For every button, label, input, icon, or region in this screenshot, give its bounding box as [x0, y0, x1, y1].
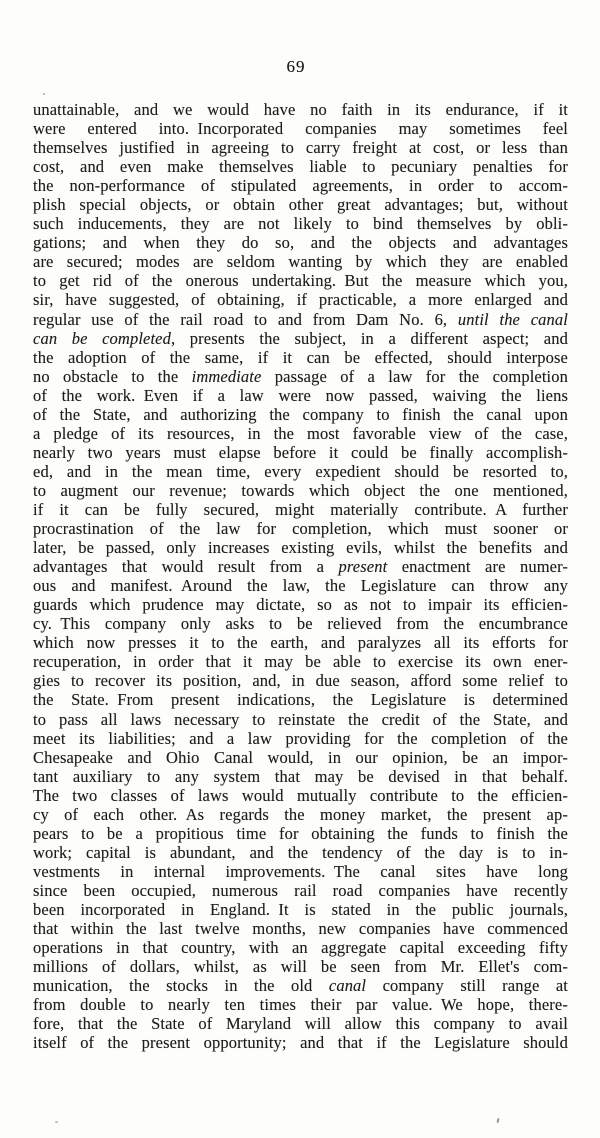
text-line — [33, 119, 568, 138]
text-segment: vestments in internal improvements. The canal sites have long — [33, 861, 568, 881]
text-segment: such inducements, they are not likely to bind themselves by obli- — [33, 214, 568, 234]
text-line — [33, 690, 568, 709]
text-line — [33, 824, 568, 843]
text-segment: sir, have suggested, of obtaining, if practicable, a more enlarged and — [33, 290, 568, 310]
text-segment: passage of a law for the completion — [261, 366, 569, 386]
text-segment: guards which prudence may dictate, so as not to impair its efficien- — [33, 595, 568, 615]
text-line — [33, 157, 568, 176]
text-line — [33, 290, 568, 309]
text-line — [33, 614, 568, 633]
text-segment: operations in that country, with an aggregate capital exceeding fifty — [33, 938, 568, 958]
text-line — [33, 748, 568, 767]
text-segment: work; capital is abundant, and the tendency of the day is to in- — [33, 842, 568, 862]
scan-speck — [55, 1121, 58, 1123]
text-line — [33, 424, 568, 443]
text-segment: themselves justified in agreeing to carry freight at cost, or less than — [33, 138, 568, 158]
text-segment: procrastination of the law for completion, which must sooner or — [33, 519, 568, 539]
text-line — [33, 805, 568, 824]
italic-text-segment: immediate — [191, 366, 262, 386]
text-line — [33, 919, 568, 938]
text-segment: of the work. Even if a law were now passed, waiving the liens — [33, 385, 568, 405]
text-line — [33, 233, 568, 252]
text-segment: were entered into. Incorporated companies may sometimes feel — [33, 119, 568, 139]
text-segment: the adoption of the same, if it can be effected, should interpose — [33, 347, 568, 367]
text-segment: a pledge of its resources, in the most favorable view of the case, — [33, 423, 568, 443]
text-segment: cy of each other. As regards the money market, the present ap- — [33, 804, 568, 824]
italic-text-segment: present — [338, 557, 388, 577]
body-text — [33, 100, 568, 1052]
text-segment: are secured; modes are seldom wanting by which they are enabled — [33, 252, 568, 272]
text-segment: from double to nearly ten times their par value. We hope, there- — [33, 995, 568, 1015]
text-line — [33, 900, 568, 919]
text-segment: if it can be fully secured, might materially contribute. A further — [33, 499, 568, 519]
text-segment: no obstacle to the — [33, 366, 192, 386]
text-line — [33, 843, 568, 862]
text-line — [33, 767, 568, 786]
text-line — [33, 538, 568, 557]
text-line — [33, 462, 568, 481]
text-line — [33, 633, 568, 652]
text-segment: nearly two years must elapse before it could be finally accomplish- — [33, 442, 568, 462]
text-segment: regular use of the rail road to and from Dam No. 6, — [33, 309, 458, 329]
text-segment: to augment our revenue; towards which object the one mentioned, — [33, 480, 568, 500]
text-line — [33, 862, 568, 881]
text-segment: later, be passed, only increases existing evils, whilst the benefits and — [33, 538, 568, 558]
text-segment: gations; and when they do so, and the objects and advantages — [33, 233, 568, 253]
text-line — [33, 405, 568, 424]
text-segment: munication, the stocks in the old — [33, 976, 329, 996]
text-segment: since been occupied, numerous rail road companies have recently — [33, 880, 568, 900]
text-line — [33, 367, 568, 386]
text-line — [33, 729, 568, 748]
italic-text-segment: until the canal — [457, 309, 568, 329]
text-segment: tant auxiliary to any system that may be devised in that behalf. — [33, 766, 568, 786]
text-segment: unattainable, and we would have no faith in its endurance, if it — [33, 100, 568, 119]
text-line — [33, 519, 568, 538]
text-segment: that within the last twelve months, new companies have commenced — [33, 919, 568, 939]
text-line — [33, 995, 568, 1014]
text-line — [33, 710, 568, 729]
text-line — [33, 329, 568, 348]
italic-text-segment: canal — [328, 976, 367, 996]
text-segment: Chesapeake and Ohio Canal would, in our opinion, be an impor- — [33, 747, 568, 767]
text-segment: plish special objects, or obtain other great advantages; but, without — [33, 195, 568, 215]
text-line — [33, 481, 568, 500]
text-segment: been incorporated in England. It is stated in the public journals, — [33, 899, 568, 919]
text-segment: ed, and in the mean time, every expedient should be resorted to, — [33, 461, 568, 481]
scan-speck — [43, 93, 45, 95]
text-line — [33, 976, 568, 995]
text-segment: company still range at — [366, 976, 568, 996]
page-number: 69 — [286, 57, 306, 76]
text-segment: enactment are numer- — [387, 557, 568, 577]
text-segment: gies to recover its position, and, in due season, afford some relief to — [33, 671, 568, 691]
text-line — [33, 386, 568, 405]
text-segment: The two classes of laws would mutually contribute to the efficien- — [33, 785, 568, 805]
text-line — [33, 214, 568, 233]
text-line — [33, 881, 568, 900]
text-segment: , presents the subject, in a different aspect; and — [171, 328, 568, 348]
text-line — [33, 500, 568, 519]
text-segment: the non-performance of stipulated agreements, in order to accom- — [33, 176, 568, 196]
text-line — [33, 652, 568, 671]
text-segment: advantages that would result from a — [33, 557, 339, 577]
text-segment: itself of the present opportunity; and that if the Legislature should — [33, 1033, 568, 1053]
text-line — [33, 557, 568, 576]
text-line — [33, 195, 568, 214]
text-segment: meet its liabilities; and a law providing for the completion of the — [33, 728, 568, 748]
text-line — [33, 595, 568, 614]
text-segment: to get rid of the onerous undertaking. But the measure which you, — [33, 271, 568, 291]
text-segment: to pass all laws necessary to reinstate the credit of the State, and — [33, 709, 568, 729]
text-segment: ous and manifest. Around the law, the Legislature can throw any — [33, 576, 568, 596]
text-segment: cy. This company only asks to be relieved from the encumbrance — [33, 614, 568, 634]
italic-text-segment: can be completed — [33, 328, 171, 348]
text-line — [33, 443, 568, 462]
text-line — [33, 100, 568, 119]
text-segment: cost, and even make themselves liable to pecuniary penalties for — [33, 157, 568, 177]
text-segment: which now presses it to the earth, and paralyzes all its efforts for — [33, 633, 568, 653]
text-line — [33, 310, 568, 329]
text-segment: the State. From present indications, the Legislature is determined — [33, 690, 568, 710]
text-line — [33, 348, 568, 367]
text-segment: recuperation, in order that it may be able to exercise its own ener- — [33, 652, 568, 672]
text-line — [33, 252, 568, 271]
text-line — [33, 176, 568, 195]
scan-speck — [497, 1118, 500, 1123]
text-line — [33, 671, 568, 690]
text-line — [33, 576, 568, 595]
text-segment: of the State, and authorizing the company to finish the canal upon — [33, 404, 568, 424]
text-segment: fore, that the State of Maryland will allow this company to avail — [33, 1014, 568, 1034]
text-line — [33, 1033, 568, 1052]
text-line — [33, 138, 568, 157]
text-line — [33, 271, 568, 290]
text-line — [33, 1014, 568, 1033]
text-line — [33, 938, 568, 957]
text-line — [33, 957, 568, 976]
text-segment: pears to be a propitious time for obtaining the funds to finish the — [33, 823, 568, 843]
text-segment: millions of dollars, whilst, as will be seen from Mr. Ellet's com- — [33, 957, 568, 977]
text-line — [33, 786, 568, 805]
